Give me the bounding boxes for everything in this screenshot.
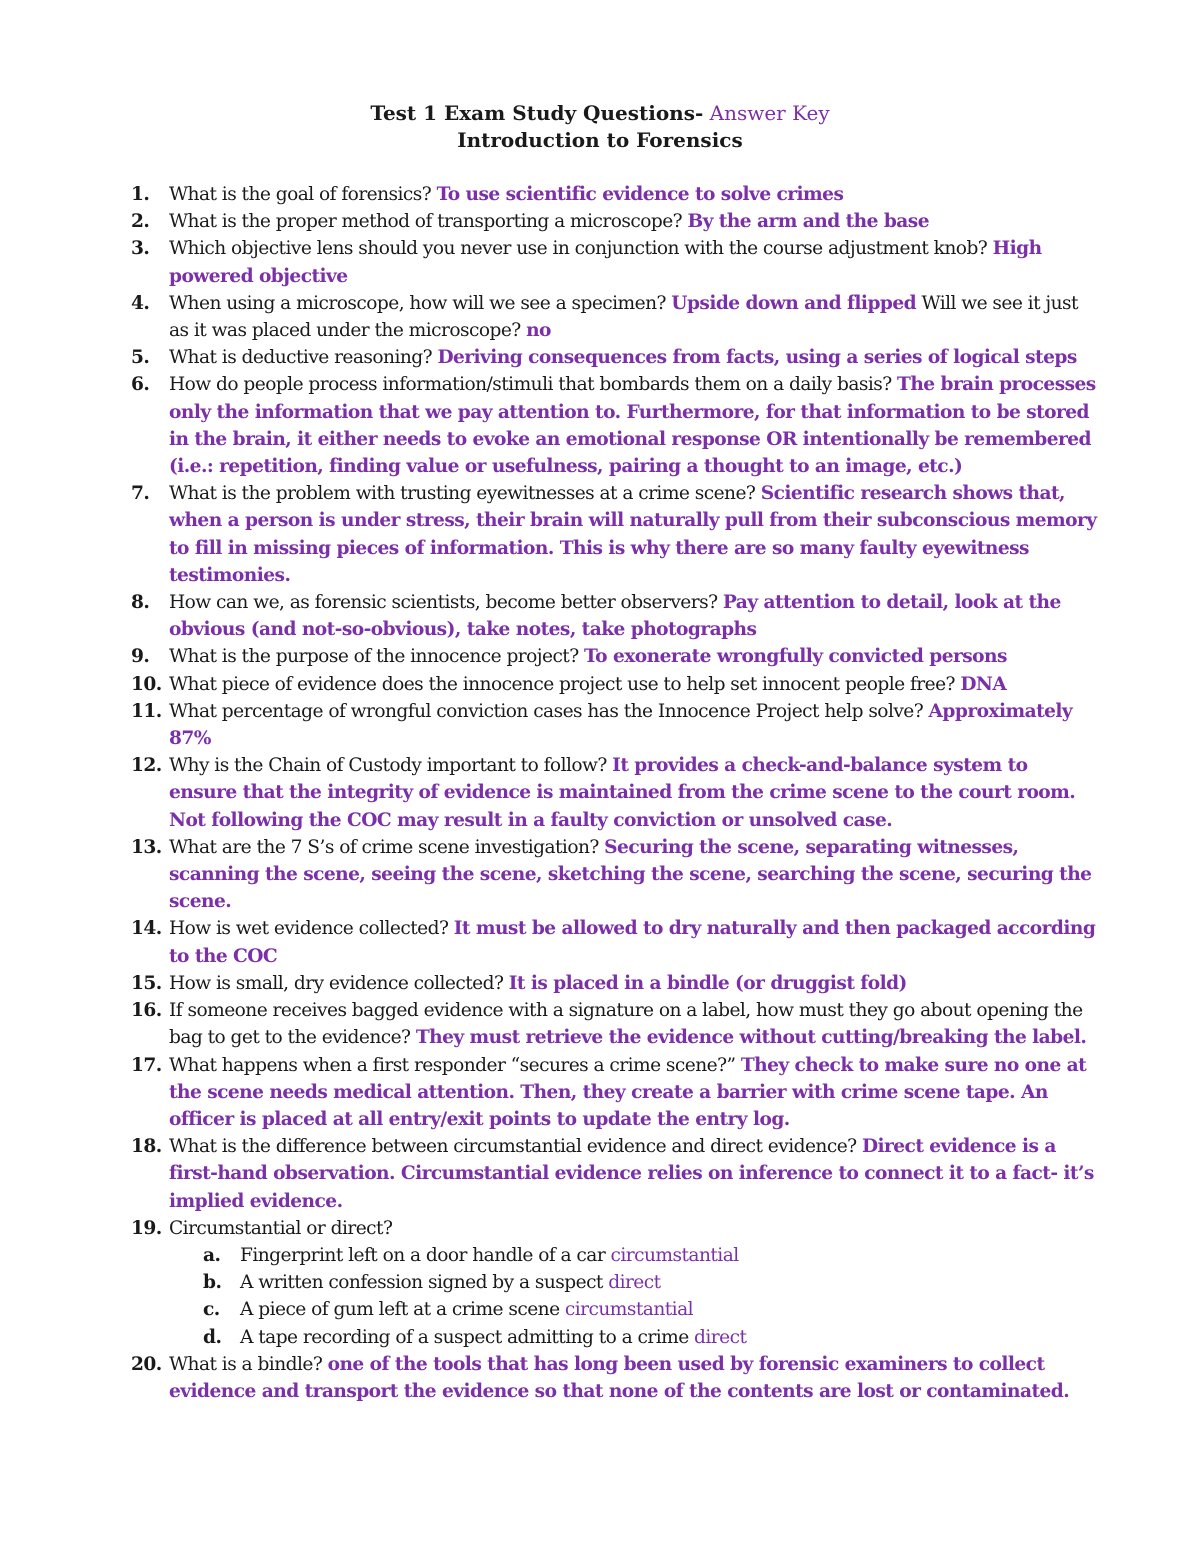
answer-text: It is placed in a bindle (or druggist fold) [508, 972, 907, 994]
question-number: 20. [131, 1353, 162, 1375]
question-item [0, 480, 1200, 589]
answer-text: no [526, 320, 551, 342]
question-item [0, 290, 1200, 344]
question-text: Will we see it just as it was placed under the microscope? [169, 292, 1078, 342]
answer-text: Pay attention to detail, look at the obvious (and not-so-obvious), take notes, take photographs [169, 592, 1061, 641]
question-item [0, 752, 1200, 834]
answer-text: It must be allowed to dry naturally and then packaged according to the COC [169, 918, 1096, 967]
question-item [0, 208, 1200, 235]
question-text: How do people process information/stimuli that bombards them on a daily basis? [169, 374, 898, 396]
document-subtitle: Introduction to Forensics [457, 128, 743, 152]
answer-text: Scientific research shows that, when a person is under stress, their brain will naturally pull from their subconscious memory to fill in missing pieces of information. This is why there are so many faulty eyewitness testimonies. [169, 483, 1097, 586]
sub-answer-text: circumstantial [610, 1244, 739, 1266]
sub-question-letter: a. [203, 1244, 221, 1266]
title-answer-key: Answer Key [703, 101, 830, 125]
title-block [0, 100, 1200, 154]
question-text: What is the problem with trusting eyewitnesses at a crime scene? [169, 483, 761, 505]
question-text: What is the proper method of transporting a microscope? [169, 211, 688, 233]
question-item [0, 235, 1200, 289]
question-number: 1. [131, 184, 150, 205]
question-number: 4. [131, 292, 150, 314]
question-number: 18. [131, 1136, 162, 1158]
question-item [0, 181, 1200, 208]
sub-question-text: A piece of gum left at a crime scene [240, 1299, 565, 1321]
sub-question-item [169, 1324, 1100, 1351]
answer-text: The brain processes only the information that we pay attention to. Furthermore, for that information to be stored in the brain, it either needs to evoke an emotional response OR intentionally be remembered (i.e.: repetition, finding value or usefulness, pairing a thought to an image, etc.) [169, 374, 1096, 478]
question-text: What is deductive reasoning? [169, 347, 438, 369]
question-text: What is the purpose of the innocence project? [169, 646, 585, 668]
question-text: What piece of evidence does the innocence project use to help set innocent people free? [169, 673, 961, 695]
title-main: Test 1 Exam Study Questions- [370, 101, 704, 125]
sub-question-letter: b. [203, 1272, 222, 1294]
question-text: What is a bindle? [169, 1353, 328, 1375]
question-number: 5. [131, 347, 150, 369]
question-item [0, 1215, 1200, 1351]
sub-question-letter: c. [203, 1299, 220, 1321]
sub-question-item [169, 1242, 1100, 1269]
question-number: 16. [131, 1000, 162, 1022]
question-text: Circumstantial or direct? [169, 1217, 393, 1239]
question-item [0, 915, 1200, 969]
answer-text: Upside down and flipped [671, 292, 917, 314]
question-number: 19. [131, 1217, 162, 1239]
sub-question-text: A written confession signed by a suspect [240, 1272, 609, 1294]
question-text: When using a microscope, how will we see a specimen? [169, 292, 672, 314]
question-text: What are the 7 S’s of crime scene investigation? [169, 836, 605, 858]
question-text: How is small, dry evidence collected? [169, 972, 509, 994]
question-item [0, 344, 1200, 371]
question-item [0, 671, 1200, 698]
sub-question-item [169, 1269, 1100, 1296]
question-item [0, 970, 1200, 997]
sub-question-text: Fingerprint left on a door handle of a car [240, 1244, 611, 1266]
question-text: How is wet evidence collected? [169, 918, 454, 940]
question-number: 10. [131, 673, 162, 695]
question-item [0, 1351, 1200, 1405]
sub-answer-text: direct [608, 1272, 661, 1294]
question-item [0, 371, 1200, 480]
answer-text: To exonerate wrongfully convicted persons [584, 646, 1007, 668]
question-text: How can we, as forensic scientists, become better observers? [169, 592, 723, 614]
answer-text: Approximately 87% [169, 700, 1073, 750]
answer-text: Securing the scene, separating witnesses, scanning the scene, seeing the scene, sketching the scene, searching the scene, securing the scene. [169, 836, 1092, 913]
answer-text: They check to make sure no one at the scene needs medical attention. Then, they create a barrier with crime scene tape. An officer is placed at all entry/exit points to update the entry log. [169, 1054, 1087, 1130]
answer-text: They must retrieve the evidence without cutting/breaking the label. [415, 1027, 1087, 1049]
question-text: What percentage of wrongful conviction cases has the Innocence Project help solve? [169, 700, 929, 722]
question-list [0, 181, 1200, 1405]
sub-answer-text: circumstantial [564, 1299, 694, 1321]
question-number: 7. [131, 483, 150, 505]
question-text: What is the difference between circumstantial evidence and direct evidence? [169, 1136, 862, 1158]
answer-text: It provides a check-and-balance system to ensure that the integrity of evidence is maintained from the crime scene to the court room. Not following the COC may result in a faulty conviction or unsolved case. [169, 755, 1076, 831]
sub-question-text: A tape recording of a suspect admitting to a crime [240, 1326, 695, 1348]
question-item [0, 997, 1200, 1051]
question-number: 15. [131, 972, 162, 994]
answer-text: Direct evidence is a first-hand observation. Circumstantial evidence relies on inference to connect it to a fact- it’s implied evidence. [169, 1136, 1094, 1212]
answer-text: To use scientific evidence to solve crimes [436, 184, 844, 205]
answer-text: By the arm and the base [687, 211, 929, 233]
question-text: If someone receives bagged evidence with a signature on a label, how must they go about opening the bag to get to the evidence? [169, 1000, 1083, 1049]
question-item [0, 589, 1200, 643]
question-number: 9. [131, 646, 150, 668]
question-number: 13. [131, 836, 162, 858]
question-item [0, 1133, 1200, 1215]
question-item [0, 643, 1200, 670]
question-text: Why is the Chain of Custody important to follow? [169, 755, 613, 777]
question-item [0, 1052, 1200, 1134]
sub-answer-text: direct [694, 1326, 747, 1348]
sub-question-item [169, 1296, 1100, 1323]
question-item [0, 834, 1200, 916]
question-text: Which objective lens should you never use in conjunction with the course adjustment knob? [169, 238, 993, 260]
question-text: What is the goal of forensics? [169, 184, 437, 205]
sub-question-letter: d. [203, 1326, 222, 1348]
question-text: What happens when a first responder “secures a crime scene?” [169, 1054, 741, 1076]
question-number: 8. [131, 592, 150, 614]
question-item [0, 698, 1200, 752]
question-number: 3. [131, 238, 150, 260]
sub-question-list [169, 1242, 1100, 1351]
question-number: 11. [131, 700, 162, 722]
answer-text: Deriving consequences from facts, using a series of logical steps [437, 347, 1077, 369]
answer-text: DNA [960, 673, 1007, 695]
question-number: 6. [131, 374, 150, 396]
answer-text: High powered objective [169, 238, 1042, 287]
document-title [0, 100, 1200, 127]
answer-text: one of the tools that has long been used by forensic examiners to collect evidence and transport the evidence so that none of the contents are lost or contaminated. [169, 1353, 1070, 1402]
question-number: 12. [131, 755, 162, 777]
question-number: 17. [131, 1054, 162, 1076]
question-number: 14. [131, 918, 162, 940]
question-number: 2. [131, 211, 150, 233]
